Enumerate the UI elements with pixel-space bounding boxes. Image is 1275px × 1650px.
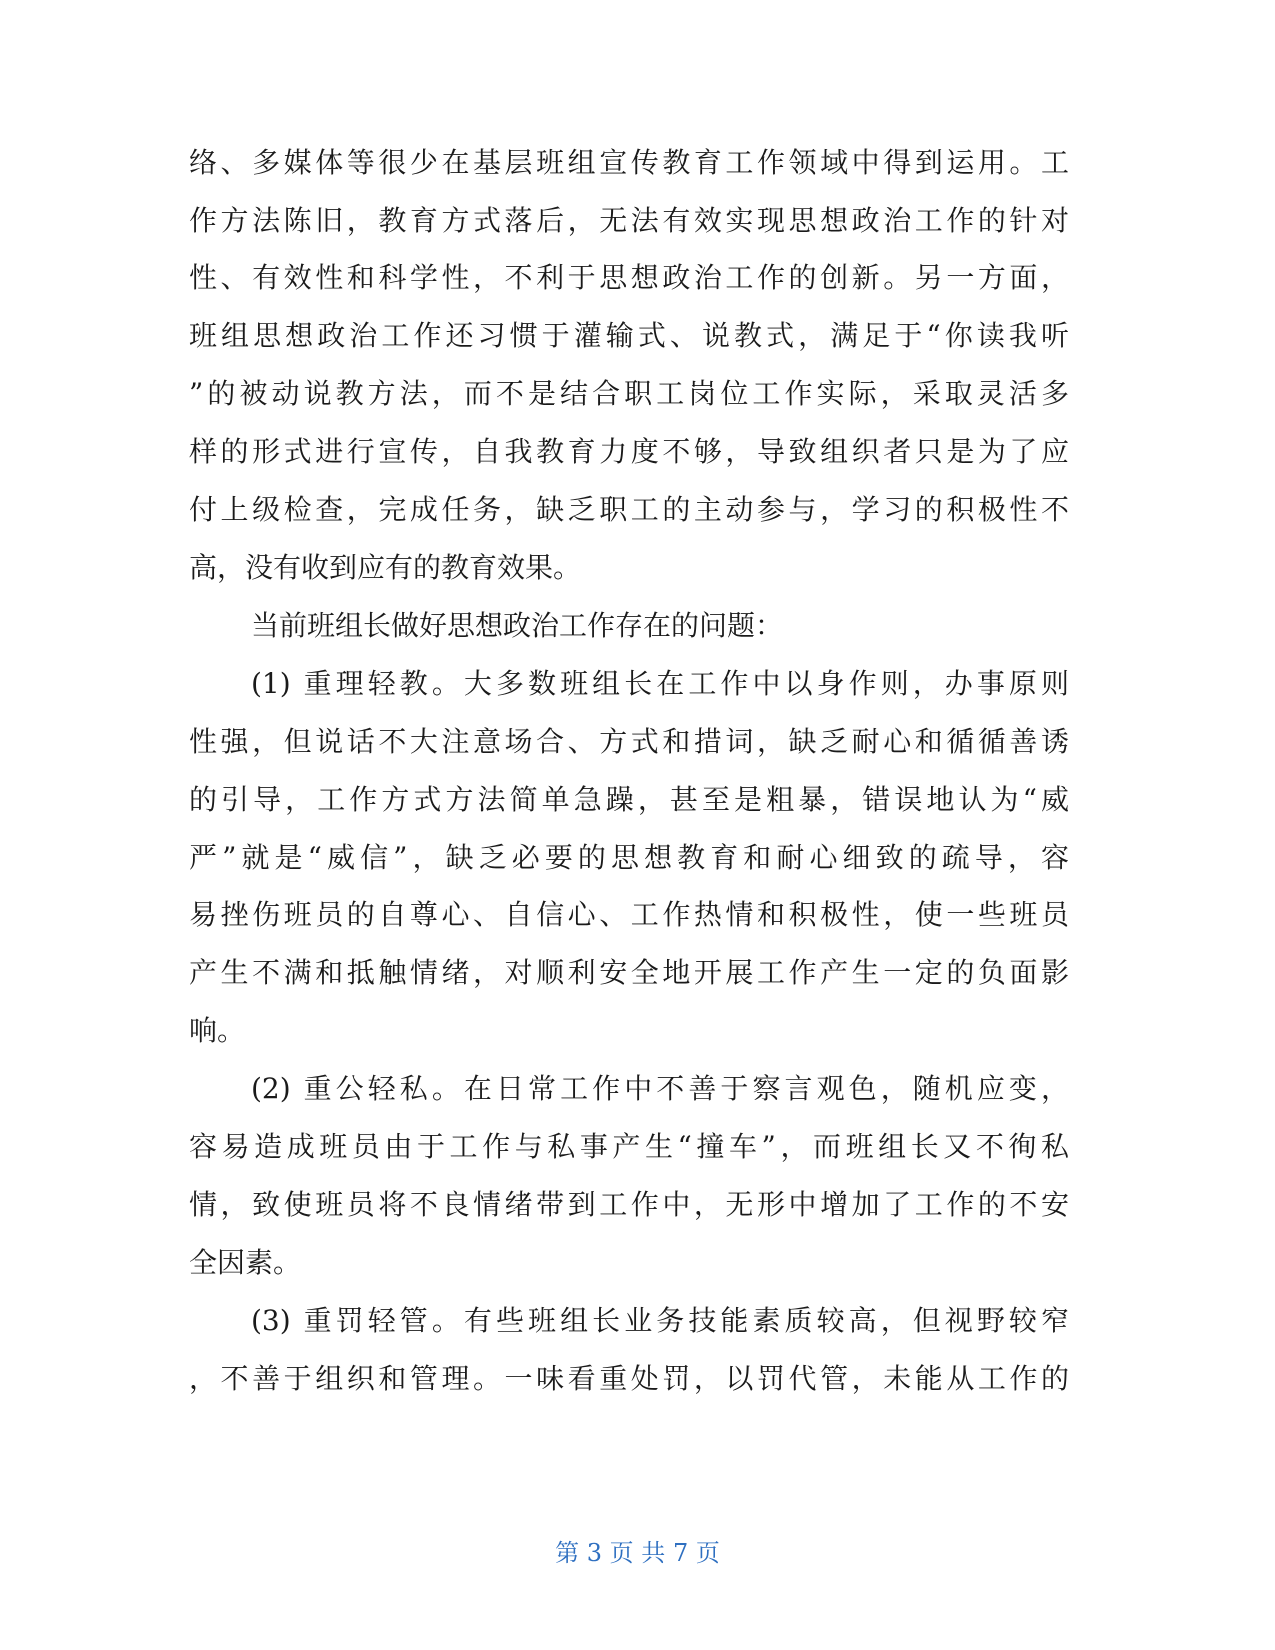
text-line: 严”就是“威信”，缺乏必要的思想教育和耐心细致的疏导，容: [189, 841, 1069, 874]
text-line: 响。: [189, 1014, 246, 1047]
text-line: 易挫伤班员的自尊心、自信心、工作热情和积极性，使一些班员: [189, 898, 1069, 931]
text-line: 付上级检查，完成任务，缺乏职工的主动参与，学习的积极性不: [189, 493, 1069, 526]
text-line: 高，没有收到应有的教育效果。: [189, 551, 582, 584]
text-line: 性强，但说话不大注意场合、方式和措词，缺乏耐心和循循善诱: [189, 725, 1069, 758]
text-line: 性、有效性和科学性，不利于思想政治工作的创新。另一方面，: [189, 261, 1069, 294]
text-line: (1) 重理轻教。大多数班组长在工作中以身作则，办事原则: [251, 667, 1069, 700]
text-line: 容易造成班员由于工作与私事产生“撞车”，而班组长又不徇私: [189, 1130, 1069, 1163]
text-line: 络、多媒体等很少在基层班组宣传教育工作领域中得到运用。工: [189, 146, 1069, 179]
text-line: 样的形式进行宣传，自我教育力度不够，导致组织者只是为了应: [189, 435, 1069, 468]
text-line: 的引导，工作方式方法简单急躁，甚至是粗暴，错误地认为“威: [189, 783, 1069, 816]
text-line: ”的被动说教方法，而不是结合职工岗位工作实际，采取灵活多: [189, 377, 1069, 410]
text-line: (3) 重罚轻管。有些班组长业务技能素质较高，但视野较窄: [251, 1304, 1069, 1337]
text-line: 全因素。: [189, 1246, 302, 1279]
text-line: 班组思想政治工作还习惯于灌输式、说教式，满足于“你读我听: [189, 319, 1069, 352]
text-line: 作方法陈旧，教育方式落后，无法有效实现思想政治工作的针对: [189, 204, 1069, 237]
section-heading: 当前班组长做好思想政治工作存在的问题：: [251, 609, 784, 642]
text-line: ，不善于组织和管理。一味看重处罚，以罚代管，未能从工作的: [189, 1362, 1069, 1395]
text-line: (2) 重公轻私。在日常工作中不善于察言观色，随机应变，: [251, 1072, 1069, 1105]
text-line: 情，致使班员将不良情绪带到工作中，无形中增加了工作的不安: [189, 1188, 1069, 1221]
page-number-footer: 第 3 页 共 7 页: [555, 1539, 720, 1567]
text-line: 产生不满和抵触情绪，对顺利安全地开展工作产生一定的负面影: [189, 956, 1069, 989]
